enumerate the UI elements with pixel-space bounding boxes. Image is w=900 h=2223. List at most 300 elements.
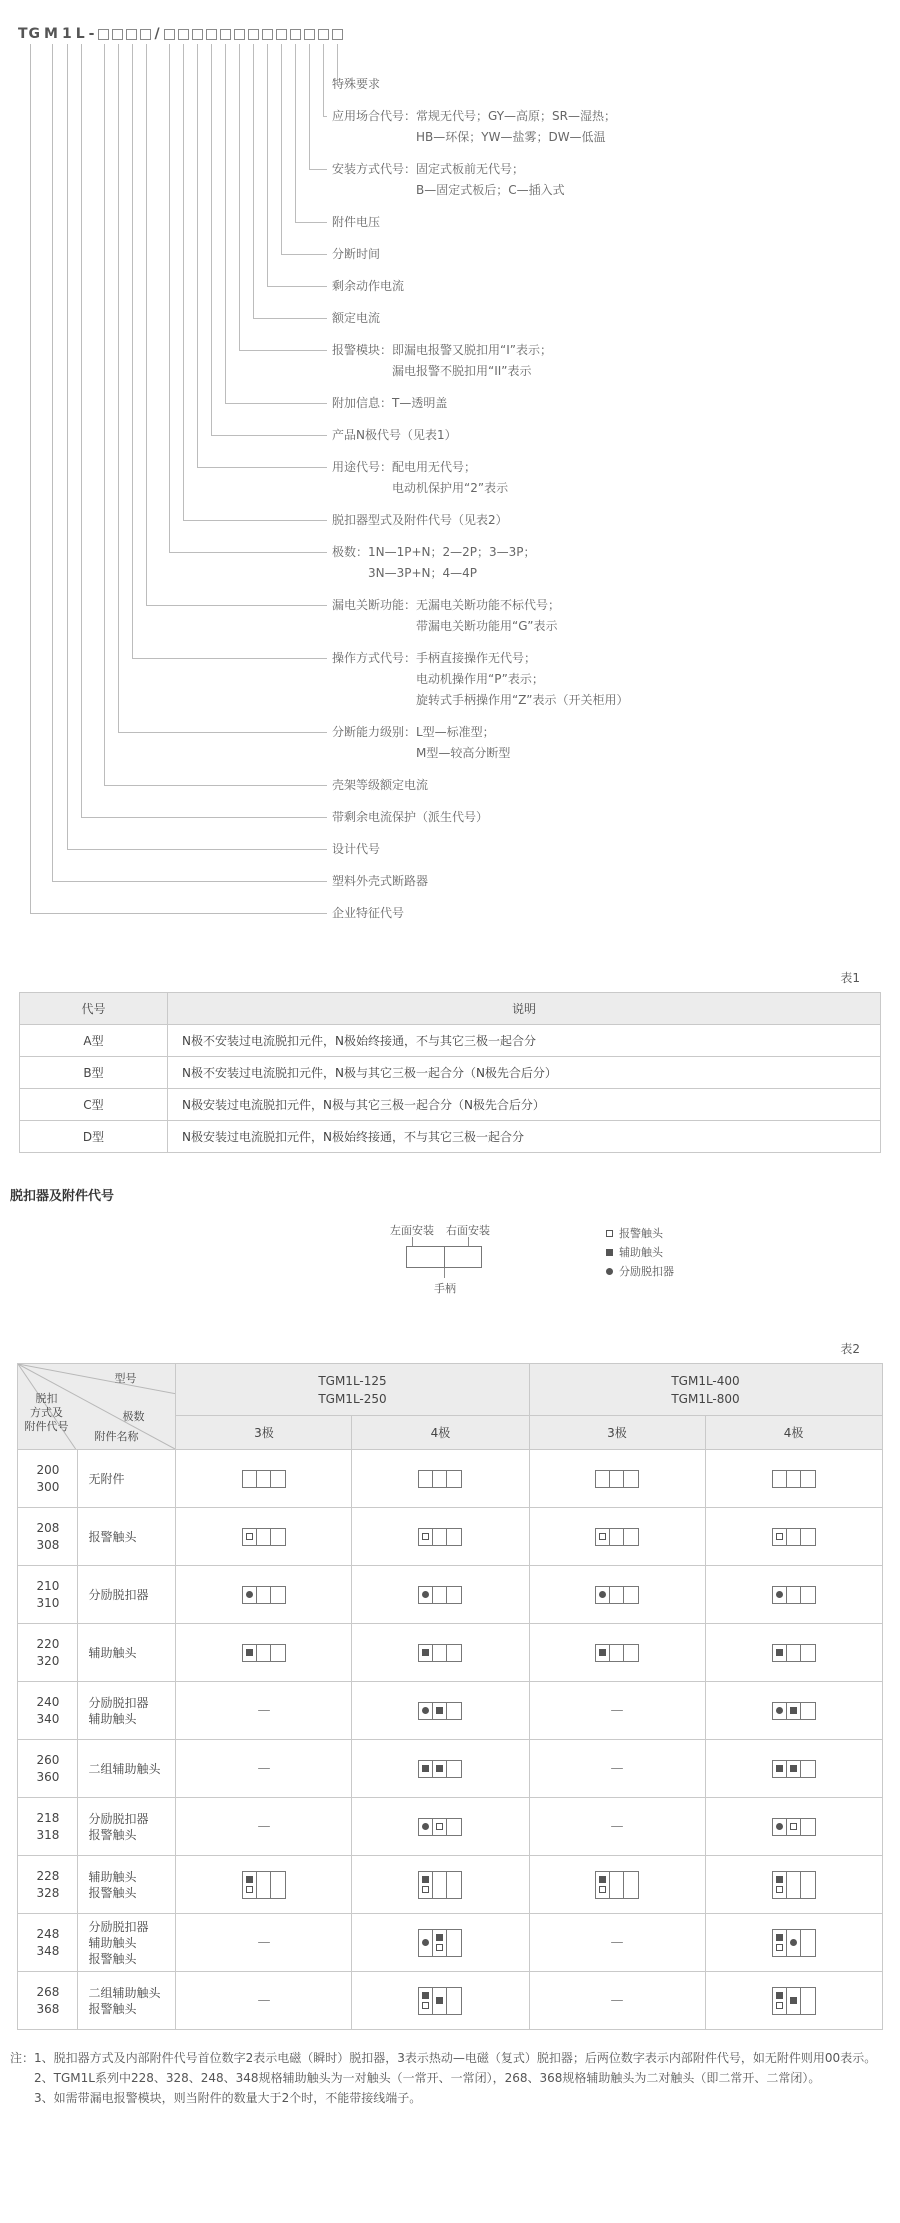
callout-label-line: 3N—3P+N；4—4P	[332, 566, 478, 580]
aux-symbol-icon	[436, 1997, 443, 2004]
breaker-compartment	[596, 1529, 610, 1545]
breaker-compartment	[801, 1761, 815, 1777]
model-code-char: TG	[18, 26, 42, 42]
t2-row	[18, 1740, 882, 1798]
shunt-symbol-icon	[776, 1707, 783, 1714]
alarm-symbol-icon	[436, 1823, 443, 1830]
corner-poles-label: 极数	[122, 1410, 145, 1423]
alarm-symbol-icon	[422, 1533, 429, 1540]
breaker-accessory-diagram	[242, 1871, 286, 1899]
t2-trip-code-cell	[18, 1972, 78, 2030]
t2-diagram-cell	[176, 1566, 352, 1624]
callout-label-line: 附加信息：T—透明盖	[332, 396, 448, 410]
model-code-box	[234, 29, 245, 40]
note-item: 1、脱扣器方式及内部附件代号首位数字2表示电磁（瞬时）脱扣器，3表示热动—电磁（复式）脱扣器；后两位数字表示内部附件代号，如无附件则用00表示。	[34, 2051, 877, 2065]
model-code-box	[220, 29, 231, 40]
t2-row	[18, 1624, 882, 1682]
accessory-section-heading: 脱扣器及附件代号	[10, 1189, 115, 1204]
breaker-compartment	[419, 1529, 433, 1545]
shunt-symbol-icon	[422, 1591, 429, 1598]
t1-row	[20, 1025, 881, 1057]
callout-label-line: 剩余动作电流	[332, 279, 405, 293]
not-available-dash: —	[257, 1819, 271, 1834]
breaker-compartment	[596, 1872, 610, 1898]
callout-label	[332, 871, 428, 892]
shunt-symbol-icon	[776, 1591, 783, 1598]
t2-diagram-cell	[705, 1740, 882, 1798]
alarm-symbol-icon	[599, 1533, 606, 1540]
breaker-compartment	[801, 1930, 815, 1956]
breaker-compartment	[624, 1872, 638, 1898]
callout-label	[332, 74, 380, 95]
breaker-right-compartment	[445, 1247, 482, 1267]
breaker-compartment	[419, 1703, 433, 1719]
breaker-accessory-diagram	[772, 1760, 816, 1778]
model-code-box	[248, 29, 259, 40]
t2-row	[18, 1972, 882, 2030]
t2-row	[18, 1856, 882, 1914]
breaker-accessory-diagram	[418, 1871, 462, 1899]
t2-accessory-name-line: 辅助触头	[88, 1935, 137, 1950]
t2-trip-code: 200	[36, 1462, 60, 1477]
breaker-compartment	[773, 1529, 787, 1545]
breaker-compartment	[257, 1872, 271, 1898]
left-mount-label: 左面安装	[390, 1224, 434, 1237]
not-available-dash: —	[610, 1761, 624, 1776]
not-available-dash: —	[610, 1819, 624, 1834]
breaker-accessory-diagram	[418, 1702, 462, 1720]
breaker-accessory-diagram	[242, 1644, 286, 1662]
model-code-char: M	[44, 26, 59, 42]
breaker-compartment	[433, 1761, 447, 1777]
t2-trip-code: 210	[36, 1578, 60, 1593]
mounting-diagram	[390, 1222, 900, 1330]
t2-trip-code: 308	[36, 1537, 60, 1552]
breaker-compartment	[787, 1587, 801, 1603]
breaker-compartment	[801, 1819, 815, 1835]
t2-pole-header-cell: 3极	[176, 1416, 352, 1450]
breaker-compartment	[773, 1819, 787, 1835]
t2-trip-code-cell	[18, 1624, 78, 1682]
t2-diagram-cell	[176, 1972, 352, 2030]
breaker-compartment	[610, 1645, 624, 1661]
alarm-symbol-icon	[246, 1533, 253, 1540]
t2-diagram-cell	[352, 1624, 529, 1682]
handle-pointer-line	[444, 1268, 445, 1278]
t2-accessory-name-line: 辅助触头	[88, 1711, 137, 1726]
t2-trip-code: 208	[36, 1520, 60, 1535]
breaker-compartment	[447, 1872, 461, 1898]
aux-symbol-icon	[776, 1934, 783, 1941]
breaker-compartment	[773, 1645, 787, 1661]
t2-model-name: TGM1L-250	[318, 1391, 387, 1406]
breaker-accessory-diagram	[772, 1702, 816, 1720]
breaker-accessory-diagram	[418, 1987, 462, 2015]
t2-trip-code-cell	[18, 1914, 78, 1972]
breaker-compartment	[419, 1930, 433, 1956]
callout-connector-line	[30, 44, 327, 914]
t2-diagram-cell	[352, 1740, 529, 1798]
alarm-symbol-icon	[436, 1944, 443, 1951]
breaker-compartment	[243, 1529, 257, 1545]
callout-label-line: 漏电报警不脱扣用“II”表示	[332, 364, 532, 378]
t2-accessory-name-line: 分励脱扣器	[88, 1919, 149, 1934]
corner-trip-line2: 方式及	[29, 1406, 63, 1419]
breaker-accessory-diagram	[595, 1528, 639, 1546]
t2-diagram-cell	[529, 1450, 705, 1508]
breaker-compartment	[787, 1529, 801, 1545]
right-mount-pointer-line	[468, 1237, 469, 1246]
not-available-dash: —	[610, 1935, 624, 1950]
callout-label	[332, 212, 380, 233]
shunt-symbol-icon	[422, 1707, 429, 1714]
aux-symbol-icon	[436, 1707, 443, 1714]
callout-label	[332, 276, 404, 297]
model-code-box	[304, 29, 315, 40]
t1-row	[20, 1121, 881, 1153]
aux-symbol-icon	[422, 1992, 429, 1999]
aux-symbol-icon	[776, 1992, 783, 1999]
model-designation-diagram	[0, 0, 900, 955]
callout-label	[332, 542, 536, 584]
shunt-symbol-icon	[599, 1591, 606, 1598]
breaker-compartment	[243, 1645, 257, 1661]
t2-diagram-cell	[705, 1914, 882, 1972]
corner-trip-line3: 附件代号	[24, 1420, 69, 1433]
breaker-compartment	[773, 1930, 787, 1956]
breaker-compartment	[787, 1819, 801, 1835]
breaker-accessory-diagram	[772, 1871, 816, 1899]
not-available-dash: —	[610, 1703, 624, 1718]
table2-model-header-row	[18, 1364, 882, 1416]
breaker-compartment	[419, 1471, 433, 1487]
t2-diagram-cell	[529, 1508, 705, 1566]
t1-description-cell: N极安装过电流脱扣元件，N极始终接通，不与其它三极一起合分	[168, 1121, 881, 1153]
t2-accessory-name-line: 二组辅助触头	[88, 1761, 161, 1776]
breaker-compartment	[773, 1587, 787, 1603]
breaker-accessory-diagram	[772, 1818, 816, 1836]
t2-model-name: TGM1L-125	[318, 1373, 387, 1388]
breaker-compartment	[447, 1988, 461, 2014]
t2-trip-code-cell	[18, 1566, 78, 1624]
t2-diagram-cell	[529, 1624, 705, 1682]
t2-pole-header-cell: 4极	[352, 1416, 529, 1450]
breaker-compartment	[271, 1872, 285, 1898]
callout-label-line: HB—环保；YW—盐雾；DW—低温	[332, 130, 606, 144]
breaker-compartment	[447, 1529, 461, 1545]
breaker-compartment	[433, 1930, 447, 1956]
callout-label-line: 附件电压	[332, 215, 381, 229]
not-available-dash: —	[257, 1703, 271, 1718]
callout-label-line: 设计代号	[332, 842, 381, 856]
corner-trip-line1: 脱扣	[35, 1392, 58, 1405]
t2-accessory-name-cell	[78, 1856, 176, 1914]
t1-code-cell: D型	[20, 1121, 168, 1153]
callout-label-line: 额定电流	[332, 311, 381, 325]
aux-symbol-icon	[776, 1765, 783, 1772]
model-code-box	[178, 29, 189, 40]
callout-label-line: 旋转式手柄操作用“Z”表示（开关柜用）	[332, 693, 629, 707]
t2-pole-header-cell: 4极	[705, 1416, 882, 1450]
corner-accessory-label: 附件名称	[94, 1430, 139, 1443]
breaker-compartment	[801, 1471, 815, 1487]
model-code-box	[112, 29, 123, 40]
model-code-box	[206, 29, 217, 40]
t2-diagram-cell	[705, 1682, 882, 1740]
t2-trip-code: 228	[36, 1868, 60, 1883]
aux-symbol-icon	[606, 1249, 613, 1256]
t2-trip-code: 268	[36, 1984, 60, 1999]
callout-label	[332, 308, 380, 329]
alarm-symbol-icon	[599, 1886, 606, 1893]
alarm-symbol-icon	[776, 1944, 783, 1951]
t2-row	[18, 1798, 882, 1856]
t1-row	[20, 1089, 881, 1121]
t2-diagram-cell	[176, 1798, 352, 1856]
t2-diagram-cell	[705, 1450, 882, 1508]
breaker-accessory-diagram	[772, 1644, 816, 1662]
breaker-compartment	[433, 1529, 447, 1545]
aux-symbol-icon	[599, 1649, 606, 1656]
breaker-compartment	[447, 1471, 461, 1487]
callout-label	[332, 159, 565, 201]
t2-diagram-cell	[176, 1624, 352, 1682]
t1-description-cell: N极不安装过电流脱扣元件，N极与其它三极一起合分（N极先合后分）	[168, 1057, 881, 1089]
notes-prefix: 注：	[10, 2051, 35, 2065]
callout-label-line: 用途代号：配电用无代号；	[332, 460, 477, 474]
model-code-box	[140, 29, 151, 40]
breaker-accessory-diagram	[772, 1929, 816, 1957]
aux-symbol-icon	[599, 1876, 606, 1883]
callout-label	[332, 648, 628, 711]
t2-diagram-cell	[529, 1856, 705, 1914]
callout-label-line: 塑料外壳式断路器	[332, 874, 429, 888]
t2-trip-code-cell	[18, 1856, 78, 1914]
legend-item-label: 分励脱扣器	[619, 1265, 674, 1278]
table2-corner-cell	[18, 1364, 176, 1450]
shunt-symbol-icon	[422, 1823, 429, 1830]
shunt-symbol-icon	[606, 1268, 613, 1275]
aux-symbol-icon	[790, 1997, 797, 2004]
t2-model-name: TGM1L-400	[671, 1373, 740, 1388]
breaker-compartment	[243, 1471, 257, 1487]
t2-diagram-cell	[176, 1508, 352, 1566]
t2-accessory-name-cell	[78, 1798, 176, 1856]
callout-label-line: 带剩余电流保护（派生代号）	[332, 810, 489, 824]
t2-accessory-name-cell	[78, 1566, 176, 1624]
callout-label	[332, 425, 457, 446]
breaker-compartment	[257, 1645, 271, 1661]
corner-model-label: 型号	[114, 1372, 137, 1385]
model-code-box	[318, 29, 329, 40]
aux-symbol-icon	[776, 1649, 783, 1656]
breaker-compartment	[433, 1988, 447, 2014]
t2-trip-code: 348	[36, 1943, 60, 1958]
breaker-compartment	[624, 1645, 638, 1661]
t2-diagram-cell	[705, 1624, 882, 1682]
t2-trip-code-cell	[18, 1450, 78, 1508]
callout-label-line: 脱扣器型式及附件代号（见表2）	[332, 513, 508, 527]
model-code-box	[126, 29, 137, 40]
breaker-compartment	[787, 1703, 801, 1719]
breaker-accessory-diagram	[242, 1586, 286, 1604]
corner-trip-code-label	[24, 1392, 68, 1434]
breaker-compartment	[433, 1819, 447, 1835]
callout-label-line: 带漏电关断功能用“G”表示	[332, 619, 558, 633]
t2-accessory-name-line: 无附件	[88, 1471, 125, 1486]
table1-tag: 表1	[840, 971, 860, 985]
t2-diagram-cell	[176, 1682, 352, 1740]
breaker-compartment	[801, 1587, 815, 1603]
t2-diagram-cell	[529, 1566, 705, 1624]
callout-label-line: 极数：1N—1P+N；2—2P；3—3P；	[332, 545, 536, 559]
model-code-char: -	[88, 26, 96, 42]
t2-accessory-name-line: 辅助触头	[88, 1645, 137, 1660]
alarm-symbol-icon	[790, 1823, 797, 1830]
breaker-accessory-diagram	[595, 1470, 639, 1488]
breaker-compartment	[596, 1645, 610, 1661]
legend-item	[606, 1243, 674, 1262]
t2-accessory-name-line: 报警触头	[88, 1951, 137, 1966]
t2-diagram-cell	[529, 1682, 705, 1740]
model-code-box	[262, 29, 273, 40]
model-code-box	[276, 29, 287, 40]
callout-label-line: 分断时间	[332, 247, 381, 261]
alarm-symbol-icon	[606, 1230, 613, 1237]
aux-symbol-icon	[790, 1765, 797, 1772]
callout-label	[332, 510, 508, 531]
breaker-compartment	[257, 1587, 271, 1603]
breaker-compartment	[433, 1471, 447, 1487]
callout-label	[332, 903, 404, 924]
aux-symbol-icon	[776, 1876, 783, 1883]
breaker-compartment	[419, 1645, 433, 1661]
model-code-char: /	[154, 26, 161, 42]
shunt-symbol-icon	[246, 1591, 253, 1598]
model-code-box	[164, 29, 175, 40]
t2-trip-code: 300	[36, 1479, 60, 1494]
callout-label	[332, 722, 510, 764]
t2-diagram-cell	[529, 1740, 705, 1798]
aux-symbol-icon	[422, 1649, 429, 1656]
note-item: 2、TGM1L系列中228、328、248、348规格辅助触头为一对触头（一常开、一常闭），268、368规格辅助触头为二对触头（即二常开、二常闭）。	[34, 2071, 821, 2085]
breaker-compartment	[787, 1988, 801, 2014]
breaker-compartment	[801, 1645, 815, 1661]
t2-diagram-cell	[352, 1914, 529, 1972]
aux-symbol-icon	[436, 1934, 443, 1941]
t2-model-header-cell	[529, 1364, 882, 1416]
breaker-accessory-diagram	[418, 1644, 462, 1662]
t2-diagram-cell	[705, 1566, 882, 1624]
shunt-symbol-icon	[422, 1939, 429, 1946]
breaker-compartment	[433, 1645, 447, 1661]
breaker-compartment	[773, 1761, 787, 1777]
breaker-compartment	[610, 1471, 624, 1487]
breaker-compartment	[624, 1587, 638, 1603]
t2-accessory-name-line: 报警触头	[88, 1529, 137, 1544]
callout-label	[332, 595, 560, 637]
table2-tag: 表2	[840, 1342, 860, 1356]
breaker-accessory-diagram	[418, 1586, 462, 1604]
breaker-compartment	[243, 1872, 257, 1898]
breaker-compartment	[787, 1930, 801, 1956]
callout-label	[332, 457, 508, 499]
breaker-compartment	[447, 1587, 461, 1603]
breaker-compartment	[419, 1872, 433, 1898]
breaker-left-compartment	[407, 1247, 445, 1267]
breaker-accessory-diagram	[242, 1470, 286, 1488]
callout-label-line: 特殊要求	[332, 77, 381, 91]
t2-diagram-cell	[176, 1450, 352, 1508]
t1-code-cell: A型	[20, 1025, 168, 1057]
model-code-char: L	[75, 26, 86, 42]
t2-trip-code-cell	[18, 1682, 78, 1740]
t2-trip-code: 360	[36, 1769, 60, 1784]
t2-diagram-cell	[176, 1914, 352, 1972]
callout-label	[332, 775, 428, 796]
t2-row	[18, 1682, 882, 1740]
t2-row	[18, 1914, 882, 1972]
breaker-compartment	[447, 1930, 461, 1956]
breaker-compartment	[610, 1587, 624, 1603]
table2-trip-accessory-codes	[17, 1363, 882, 2030]
breaker-compartment	[610, 1872, 624, 1898]
breaker-accessory-diagram	[772, 1528, 816, 1546]
breaker-compartment	[624, 1529, 638, 1545]
breaker-compartment	[447, 1819, 461, 1835]
t2-accessory-name-cell	[78, 1914, 176, 1972]
breaker-accessory-diagram	[418, 1528, 462, 1546]
t2-accessory-name-cell	[78, 1624, 176, 1682]
t2-trip-code: 248	[36, 1926, 60, 1941]
breaker-compartment	[773, 1988, 787, 2014]
breaker-compartment	[610, 1529, 624, 1545]
breaker-accessory-diagram	[418, 1470, 462, 1488]
t2-diagram-cell	[352, 1508, 529, 1566]
breaker-accessory-diagram	[418, 1818, 462, 1836]
breaker-compartment	[787, 1645, 801, 1661]
breaker-compartment	[271, 1529, 285, 1545]
callout-label-line: 漏电关断功能：无漏电关断功能不标代号；	[332, 598, 561, 612]
t2-accessory-name-line: 分励脱扣器	[88, 1695, 149, 1710]
callout-label-line: 操作方式代号：手柄直接操作无代号；	[332, 651, 537, 665]
t2-trip-code-cell	[18, 1798, 78, 1856]
t1-row	[20, 1057, 881, 1089]
alarm-symbol-icon	[776, 2002, 783, 2009]
table1-header-row	[20, 993, 881, 1025]
t2-diagram-cell	[176, 1856, 352, 1914]
breaker-compartment	[447, 1645, 461, 1661]
callout-label-line: 企业特征代号	[332, 906, 405, 920]
t2-accessory-name-cell	[78, 1972, 176, 2030]
breaker-compartment	[801, 1872, 815, 1898]
breaker-compartment	[801, 1988, 815, 2014]
t2-accessory-name-line: 分励脱扣器	[88, 1811, 149, 1826]
t2-trip-code: 340	[36, 1711, 60, 1726]
breaker-compartment	[271, 1645, 285, 1661]
handle-label: 手柄	[434, 1282, 456, 1295]
callout-label-line: 应用场合代号：常规无代号；GY—高原；SR—湿热；	[332, 109, 616, 123]
t2-trip-code: 318	[36, 1827, 60, 1842]
breaker-compartment	[447, 1703, 461, 1719]
t2-diagram-cell	[352, 1856, 529, 1914]
breaker-compartment	[801, 1529, 815, 1545]
notes	[10, 2048, 890, 2108]
t2-row	[18, 1508, 882, 1566]
t1-description-cell: N极安装过电流脱扣元件，N极与其它三极一起合分（N极先合后分）	[168, 1089, 881, 1121]
callout-label	[332, 807, 488, 828]
t2-accessory-name-line: 分励脱扣器	[88, 1587, 149, 1602]
